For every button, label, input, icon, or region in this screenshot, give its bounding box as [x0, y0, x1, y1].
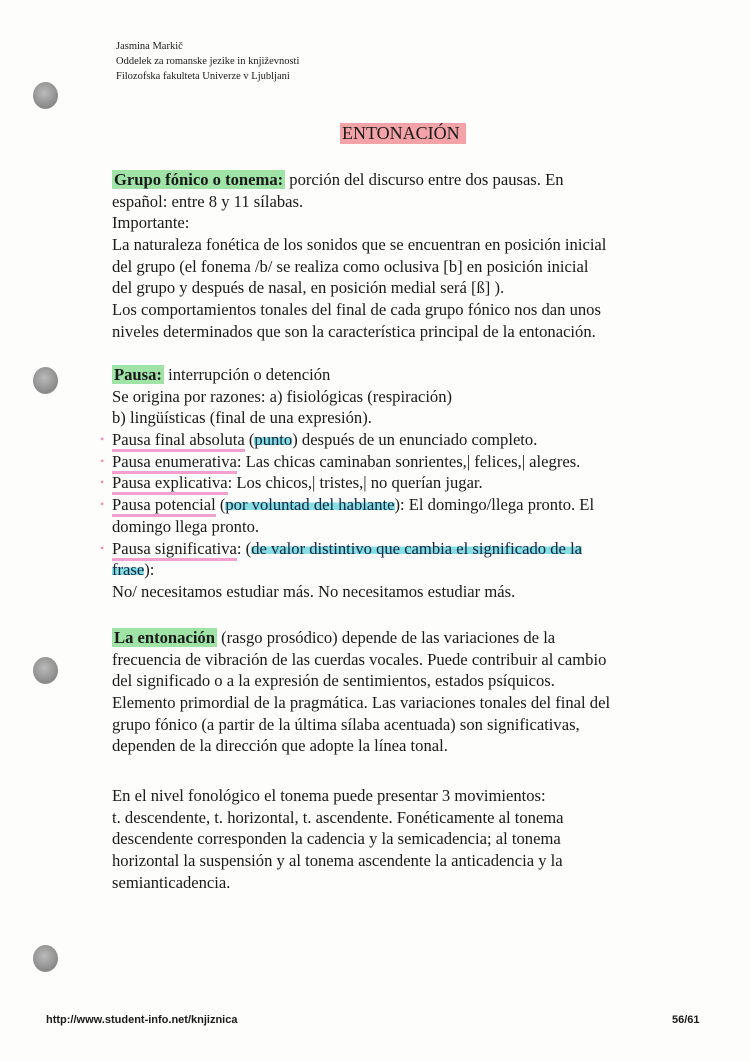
text-line — [112, 785, 712, 807]
author-header — [116, 39, 299, 84]
text-line — [112, 191, 712, 213]
text-segment: No/ necesitamos estudiar más. No necesitamos estudiar más. — [112, 581, 516, 601]
binder-hole — [33, 82, 58, 109]
text-line — [112, 559, 712, 581]
text-segment: Se origina por razones: a) fisiológicas (respiración) — [112, 386, 453, 406]
text-line — [112, 692, 712, 714]
text-segment: Los comportamientos tonales del final de cada grupo fónico nos dan unos — [112, 300, 601, 320]
text-segment: dependen de la dirección que adopte la línea tonal. — [112, 736, 448, 756]
underlined-term: Pausa enumerativa — [112, 452, 237, 474]
text-segment: niveles determinados que son la característica principal de la entonación. — [112, 321, 596, 341]
text-line — [112, 299, 712, 321]
bullet-mark: • — [100, 540, 105, 555]
page-title: ENTONACIÓN — [340, 123, 466, 144]
text-segment: español: entre 8 y 11 sílabas. — [112, 191, 304, 211]
text-line — [100, 429, 712, 451]
text-segment: descendente corresponden la cadencia y la semicadencia; al tonema — [112, 829, 561, 849]
text-segment: interrupción o detención — [163, 365, 331, 384]
binder-hole — [33, 367, 58, 394]
section-entonacion — [112, 627, 712, 757]
source-url: http://www.student-info.net/knjiznica — [46, 1014, 238, 1026]
text-segment: ): El domingo/llega pronto. El — [394, 495, 595, 515]
section-pausa — [100, 364, 712, 603]
underlined-term: Pausa potencial — [112, 495, 216, 517]
text-line — [112, 670, 712, 692]
text-segment: del significado o a la expresión de sentimientos, estados psíquicos. — [112, 671, 555, 691]
text-segment: porción del discurso entre dos pausas. En — [285, 170, 564, 189]
text-segment: semianticadencia. — [112, 872, 231, 892]
text-segment: Elemento primordial de la pragmática. Las variaciones tonales del final del — [112, 693, 611, 713]
text-segment: domingo llega pronto. — [112, 516, 260, 536]
author-name: Jasmina Markič — [116, 41, 183, 52]
text-line — [112, 828, 712, 850]
text-segment: ( — [244, 430, 255, 450]
text-line — [112, 234, 712, 256]
text-segment: del grupo y después de nasal, en posición medial será [ß] ). — [112, 278, 505, 298]
text-line — [112, 807, 712, 829]
text-line — [112, 212, 712, 234]
section-nivel-fonologico — [112, 785, 712, 893]
text-segment: ) después de un enunciado completo. — [292, 430, 538, 450]
text-segment: frecuencia de vibración de las cuerdas vocales. Puede contribuir al cambio — [112, 649, 607, 669]
text-line — [112, 714, 712, 736]
text-line — [112, 364, 712, 386]
text-line — [100, 472, 712, 494]
text-line — [112, 850, 712, 872]
text-line — [100, 538, 712, 560]
text-line — [112, 735, 712, 757]
highlighted-phrase: de valor distintivo que cambia el significado de la — [251, 538, 583, 558]
highlighted-phrase: punto — [254, 430, 293, 450]
text-segment: : Los chicos,| tristes,| no querían jugar. — [227, 473, 483, 493]
text-segment: horizontal la suspensión y al tonema ascendente la anticadencia y la — [112, 851, 563, 871]
text-segment: : Las chicas caminaban sonrientes,| felices,| alegres. — [236, 451, 581, 471]
text-segment: b) lingüísticas (final de una expresión). — [112, 408, 372, 428]
text-segment: La naturaleza fonética de los sonidos que se encuentran en posición inicial — [112, 235, 607, 255]
text-segment: ( — [215, 495, 226, 515]
highlighted-phrase: por voluntad del hablante — [225, 495, 395, 515]
text-segment: t. descendente, t. horizontal, t. ascendente. Fonéticamente al tonema — [112, 807, 564, 827]
bullet-mark: • — [100, 432, 105, 447]
text-line — [112, 321, 712, 343]
binder-hole — [33, 657, 58, 684]
text-segment: En el nivel fonológico el tonema puede presentar 3 movimientos: — [112, 786, 546, 805]
underlined-term: Pausa final absoluta — [112, 430, 245, 452]
binder-hole — [33, 945, 58, 972]
highlighted-phrase: frase — [112, 560, 145, 580]
text-line — [112, 386, 712, 408]
text-line — [112, 169, 712, 191]
text-line — [112, 516, 712, 538]
text-segment: grupo fónico (a partir de la última sílaba acentuada) son significativas, — [112, 714, 580, 734]
text-line — [112, 581, 712, 603]
text-segment: del grupo (el fonema /b/ se realiza como oclusiva [b] en posición inicial — [112, 256, 589, 276]
highlighted-term: Pausa: — [114, 365, 162, 384]
underlined-term: Pausa explicativa — [112, 473, 228, 495]
text-line — [100, 494, 712, 516]
text-line — [112, 649, 712, 671]
text-line — [112, 872, 712, 894]
bullet-mark: • — [100, 453, 105, 468]
bullet-mark: • — [100, 497, 105, 512]
bullet-mark: • — [100, 475, 105, 490]
highlighted-term: Grupo fónico o tonema: — [114, 170, 284, 189]
text-line — [112, 627, 712, 649]
department: Oddelek za romanske jezike in književnosti — [116, 56, 300, 67]
text-segment: : ( — [236, 538, 252, 558]
faculty: Filozofska fakulteta Univerze v Ljubljani — [116, 71, 290, 82]
page-number: 56/61 — [672, 1014, 700, 1026]
text-line — [112, 256, 712, 278]
underlined-term: Pausa significativa — [112, 539, 237, 561]
text-line — [112, 277, 712, 299]
text-segment: Importante: — [112, 213, 190, 233]
section-grupo-fonico — [112, 169, 712, 343]
text-line — [112, 407, 712, 429]
text-line — [100, 451, 712, 473]
highlighted-term: La entonación — [114, 628, 215, 647]
text-segment: (rasgo prosódico) depende de las variaciones de la — [216, 628, 556, 647]
text-segment: ): — [144, 560, 155, 580]
